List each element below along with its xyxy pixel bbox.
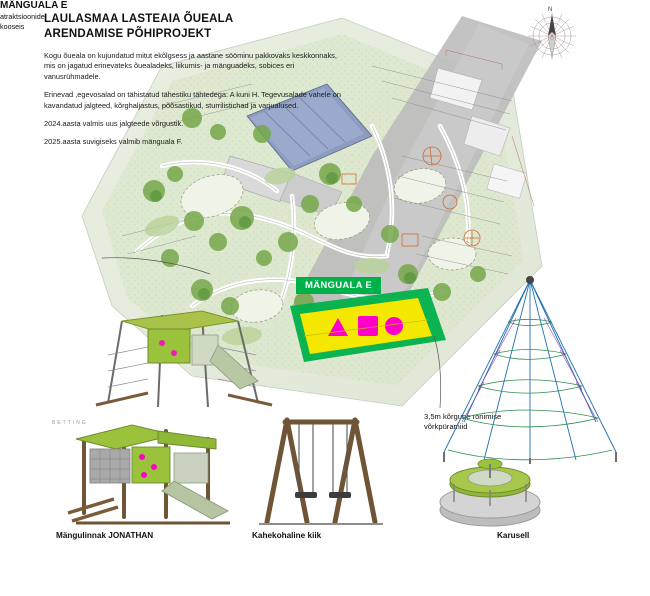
description-text: [44, 51, 344, 148]
faint-watermark: BETTING: [52, 420, 88, 426]
play-area-e-callout-sub1: atraktsioonide: [0, 12, 45, 21]
compass-north-label: N: [548, 7, 553, 13]
play-area-e-callout-sub2: kooseis: [0, 22, 25, 31]
play-tower-drawing: [62, 395, 242, 530]
play-area-e-badge: MÄNGUALA E: [296, 277, 381, 294]
caption-swing: Kahekohaline kiik: [252, 531, 322, 540]
double-swing-drawing: [253, 400, 389, 530]
page-title: [44, 12, 374, 42]
play-tower-jonathan-render: [62, 395, 242, 530]
carousel-drawing: [432, 440, 548, 530]
carousel-render: [432, 440, 548, 530]
compass-icon: [524, 8, 580, 64]
caption-carousel: Karusell: [497, 531, 530, 540]
pyramid-note-line1: 3,5m kõrgune ronimise: [424, 412, 502, 421]
paragraph-2: Erinevad ,egevosalad on tähistatud tähestiku tähtedega: A kuni H. Tegevusalade vahele on kavandatud jalgteed, kõrghaljastus, põõsastikud, sturrilistichad ja varjualused.: [44, 90, 341, 110]
double-swing-render: [253, 400, 389, 530]
paragraph-3: 2024.aasta valmis uus jalgteede võrgustik.: [44, 119, 184, 129]
title-block: [44, 12, 374, 148]
caption-jonathan: Mängulinnak JONATHAN: [56, 531, 154, 540]
pyramid-note-line2: võrkpüramiid: [424, 422, 468, 431]
title-line-2: ARENDAMISE PÕHIPROJEKT: [44, 28, 212, 40]
paragraph-4: 2025.aasta suvigiseks valmib mänguala F.: [44, 137, 183, 147]
compass-rose: [524, 8, 580, 64]
paragraph-1: Kogu õueala on kujundatud mitut ekõlgsess ja aastane sööminu pakkovaks keskkonnaks, mis on jagatud erinevateks õuealadeks, liikumis- ja mänguadeks, sobices eri vanusrühmadele.: [44, 51, 337, 81]
play-area-e-callout-label: MÄNGUALA E: [0, 0, 68, 11]
title-line-1: LAULASMAA LASTEAIA ÕUEALA: [44, 13, 234, 25]
